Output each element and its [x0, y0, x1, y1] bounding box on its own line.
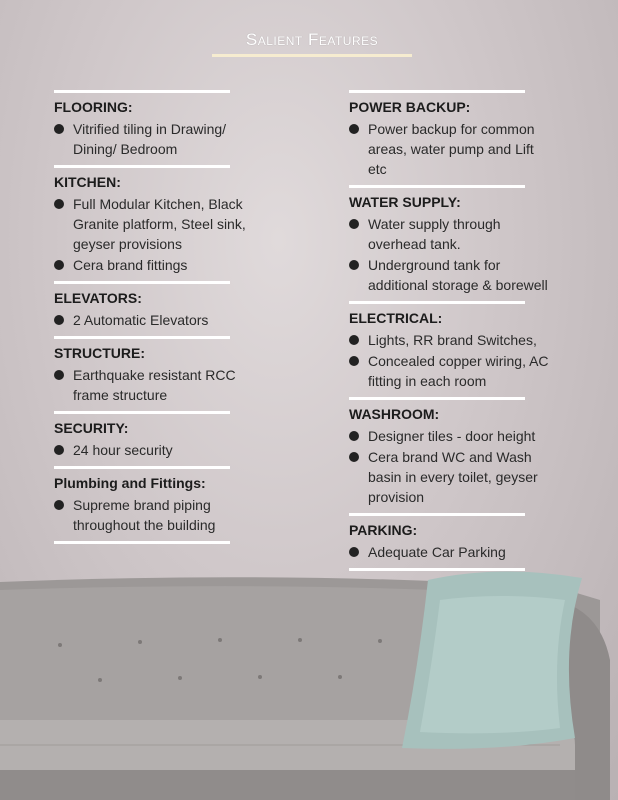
- feature-text: Water supply through overhead tank.: [368, 216, 501, 252]
- bullet-icon: [349, 452, 359, 462]
- feature-text: 24 hour security: [73, 442, 173, 458]
- bullet-icon: [54, 500, 64, 510]
- feature-item: [349, 119, 549, 179]
- feature-text: Underground tank for additional storage & borewell: [368, 257, 548, 293]
- sofa-image: [0, 570, 618, 800]
- bullet-icon: [54, 445, 64, 455]
- section-divider: [349, 513, 525, 516]
- feature-text: Cera brand fittings: [73, 257, 188, 273]
- feature-text: 2 Automatic Elevators: [73, 312, 209, 328]
- feature-text: Lights, RR brand Switches,: [368, 332, 537, 348]
- bullet-icon: [349, 356, 359, 366]
- feature-text: Earthquake resistant RCC frame structure: [73, 367, 236, 403]
- feature-section: [349, 310, 549, 391]
- bullet-icon: [349, 124, 359, 134]
- feature-section: [54, 290, 254, 330]
- feature-section: [54, 174, 254, 275]
- feature-section: [349, 406, 549, 507]
- feature-text: Vitrified tiling in Drawing/ Dining/ Bedroom: [73, 121, 227, 157]
- feature-item: [349, 214, 549, 254]
- section-heading: Plumbing and Fittings:: [54, 475, 206, 491]
- bullet-icon: [54, 199, 64, 209]
- section-heading: ELECTRICAL:: [349, 310, 443, 326]
- feature-item: [54, 440, 254, 460]
- bullet-icon: [54, 370, 64, 380]
- feature-item: [349, 426, 549, 446]
- feature-item: [54, 119, 254, 159]
- feature-item: [349, 255, 549, 295]
- feature-section: [54, 99, 254, 159]
- title-underline: [212, 54, 412, 57]
- section-divider: [54, 336, 230, 339]
- feature-item: [54, 255, 254, 275]
- bullet-icon: [349, 431, 359, 441]
- feature-item: [54, 310, 254, 330]
- feature-section: [349, 194, 549, 295]
- bullet-icon: [349, 335, 359, 345]
- feature-item: [54, 495, 254, 535]
- section-divider: [349, 397, 525, 400]
- bullet-icon: [54, 260, 64, 270]
- title-block: [212, 30, 412, 57]
- section-heading: SECURITY:: [54, 420, 129, 436]
- feature-section: [349, 99, 549, 179]
- section-heading: ELEVATORS:: [54, 290, 142, 306]
- section-heading: STRUCTURE:: [54, 345, 145, 361]
- feature-section: [54, 420, 254, 460]
- feature-text: Designer tiles - door height: [368, 428, 536, 444]
- feature-item: [349, 330, 549, 350]
- feature-item: [349, 542, 549, 562]
- section-heading: WATER SUPPLY:: [349, 194, 461, 210]
- section-divider: [349, 301, 525, 304]
- section-heading: FLOORING:: [54, 99, 133, 115]
- section-divider: [54, 165, 230, 168]
- feature-section: [54, 345, 254, 405]
- right-feature-column: [349, 90, 549, 577]
- feature-text: Adequate Car Parking: [368, 544, 506, 560]
- feature-item: [54, 194, 254, 254]
- section-heading: KITCHEN:: [54, 174, 121, 190]
- section-divider: [54, 411, 230, 414]
- section-divider: [54, 90, 230, 93]
- feature-text: Supreme brand piping throughout the building: [73, 497, 216, 533]
- section-heading: WASHROOM:: [349, 406, 440, 422]
- feature-item: [349, 447, 549, 507]
- section-divider: [349, 90, 525, 93]
- left-feature-column: [54, 90, 254, 550]
- section-heading: POWER BACKUP:: [349, 99, 471, 115]
- bullet-icon: [349, 260, 359, 270]
- bullet-icon: [54, 315, 64, 325]
- bullet-icon: [54, 124, 64, 134]
- feature-section: [54, 475, 254, 535]
- section-heading: PARKING:: [349, 522, 418, 538]
- feature-item: [54, 365, 254, 405]
- section-divider: [349, 185, 525, 188]
- bullet-icon: [349, 547, 359, 557]
- feature-item: [349, 351, 549, 391]
- sofa-front: [0, 770, 575, 800]
- feature-text: Cera brand WC and Wash basin in every toilet, geyser provision: [368, 449, 538, 505]
- section-divider: [54, 541, 230, 544]
- page-title: Salient Features: [245, 30, 379, 49]
- feature-text: Full Modular Kitchen, Black Granite platform, Steel sink, geyser provisions: [73, 196, 246, 252]
- feature-text: Concealed copper wiring, AC fitting in each room: [368, 353, 549, 389]
- section-divider: [54, 281, 230, 284]
- feature-text: Power backup for common areas, water pump and Lift etc: [368, 121, 535, 177]
- bullet-icon: [349, 219, 359, 229]
- feature-section: [349, 522, 549, 562]
- section-divider: [54, 466, 230, 469]
